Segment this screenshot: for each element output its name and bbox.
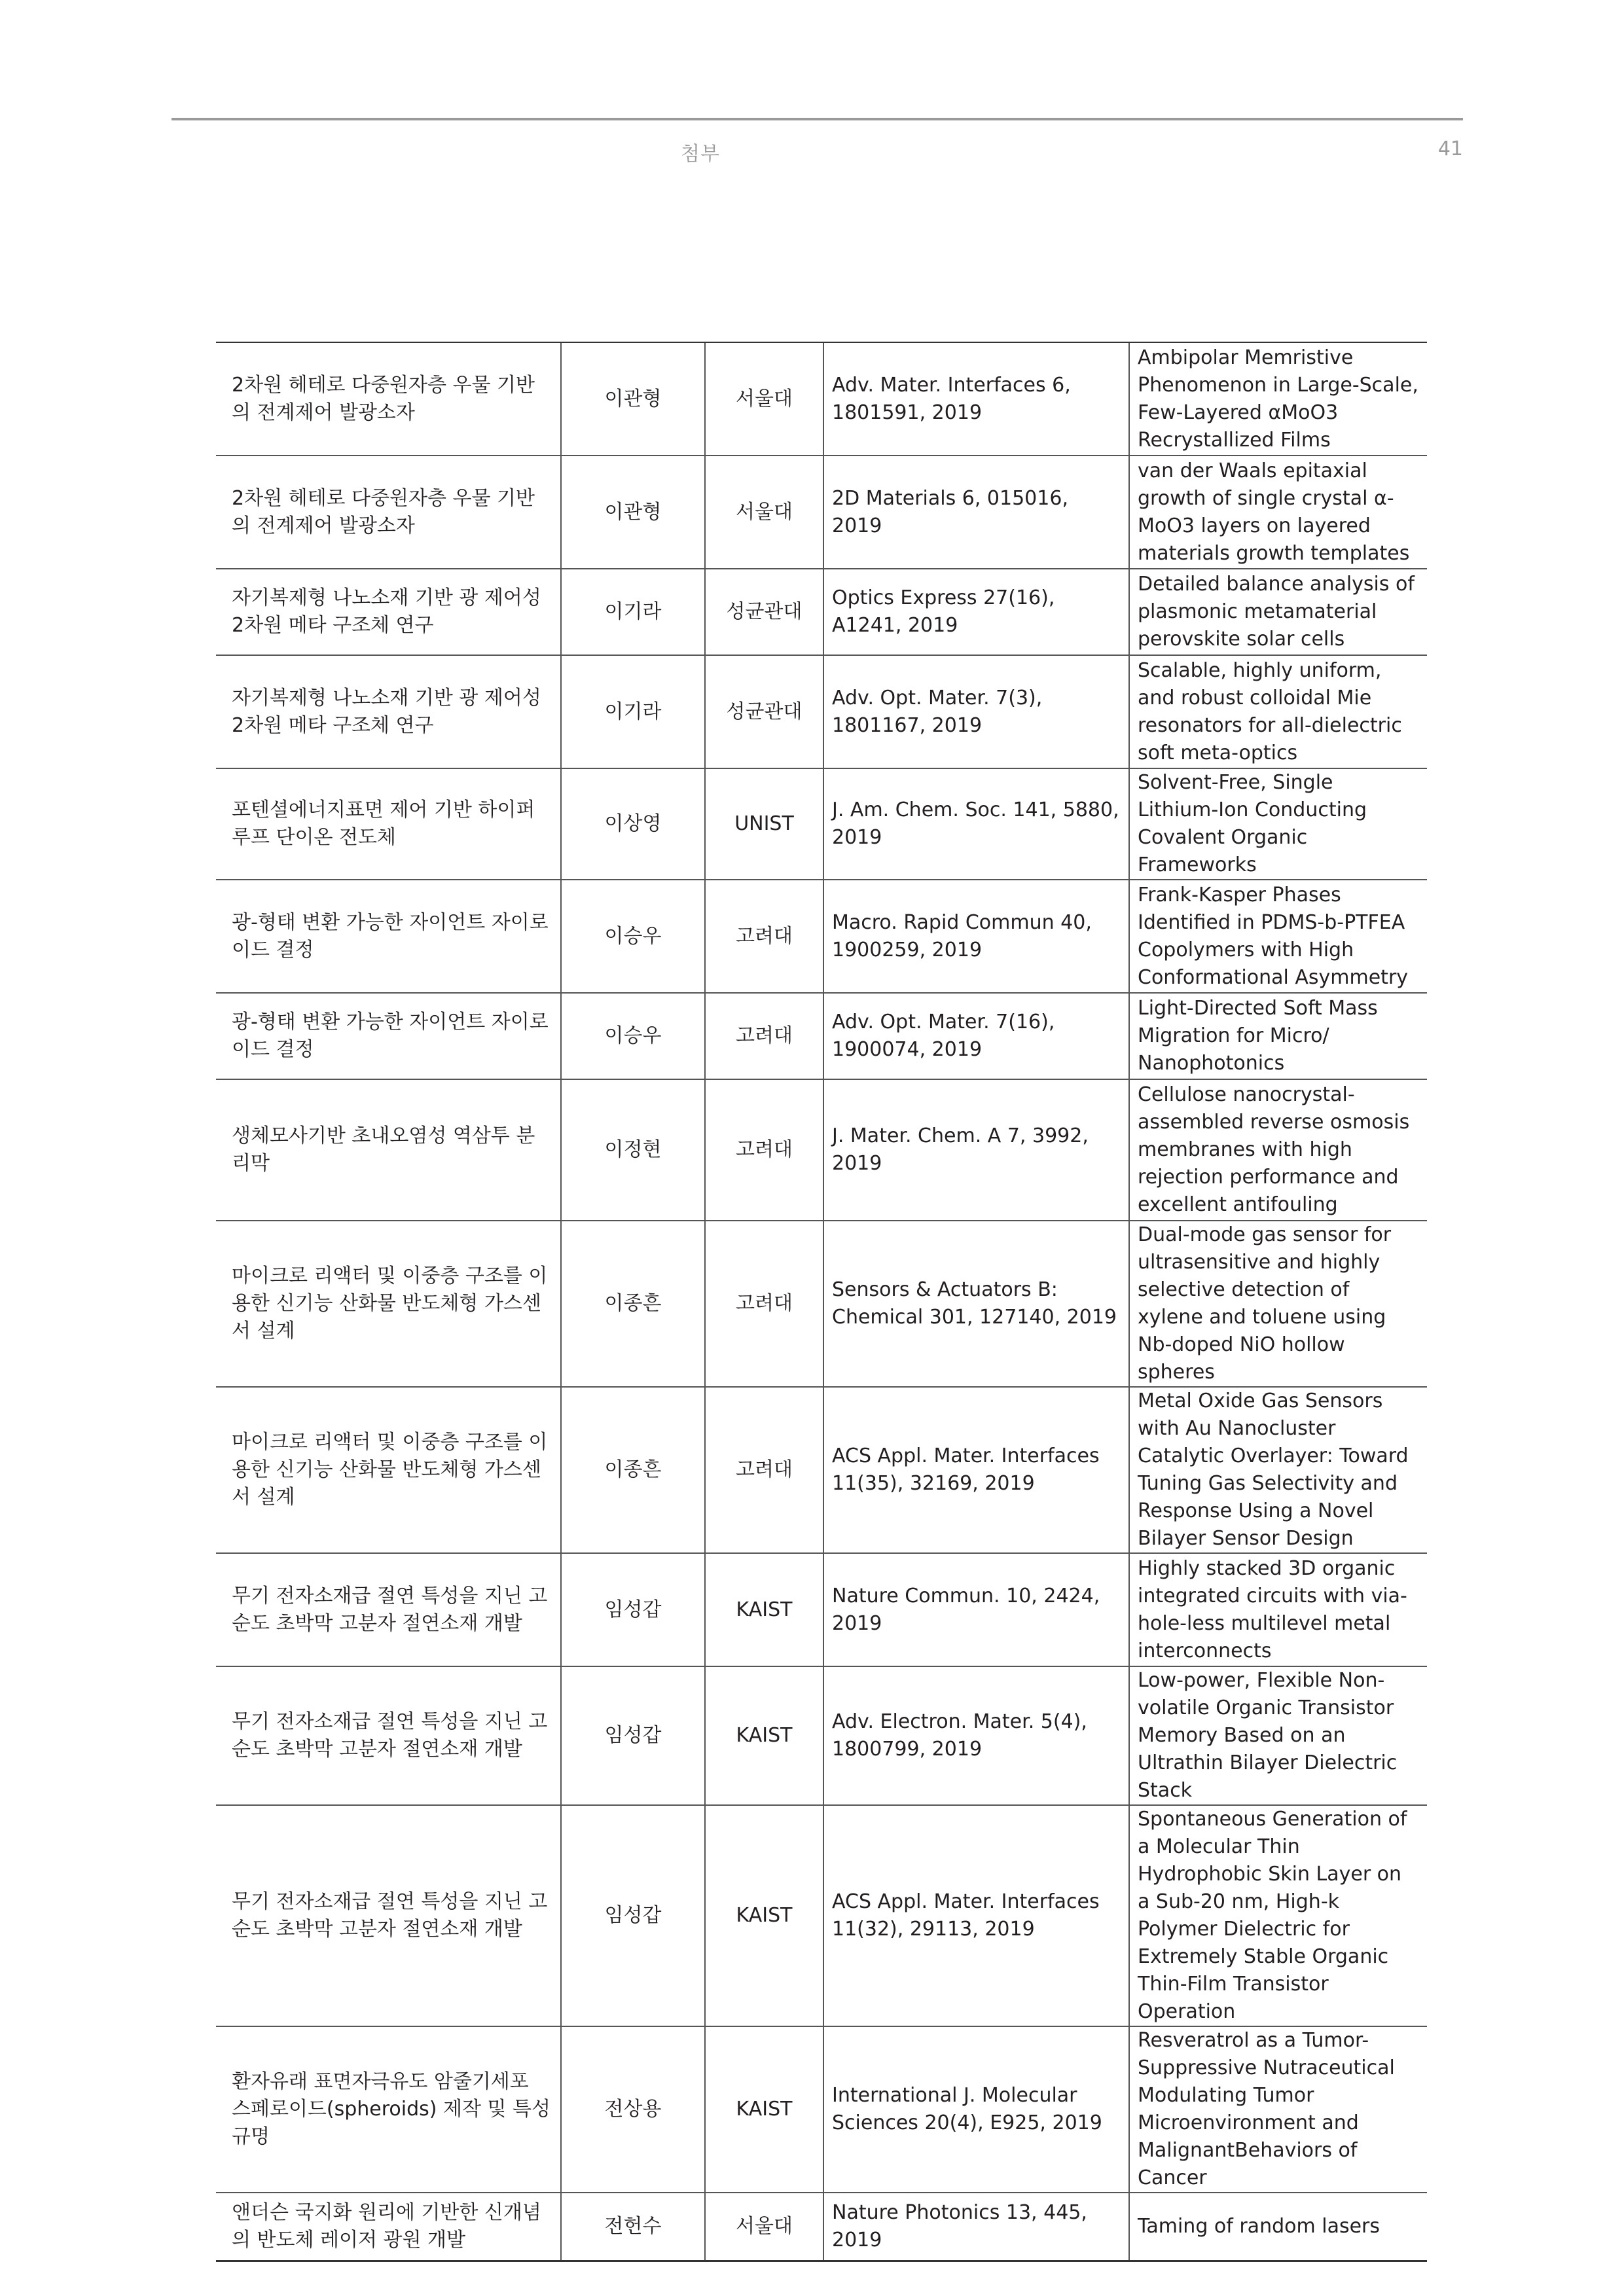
publication-cell: Sensors & Actuators B: Chemical 301, 127140, 2019 bbox=[823, 1221, 1129, 1387]
author-cell: 이종흔 bbox=[561, 1387, 705, 1553]
institution-cell: 서울대 bbox=[705, 342, 823, 456]
project-title-cell: 생체모사기반 초내오염성 역삼투 분리막 bbox=[216, 1079, 561, 1221]
table-row bbox=[216, 569, 1427, 655]
author-cell: 이승우 bbox=[561, 880, 705, 993]
paper-title-cell: Frank-Kasper Phases Identified in PDMS-b-PTFEA Copolymers with High Conformational Asymmetry bbox=[1129, 880, 1427, 993]
page-number: 41 bbox=[1437, 137, 1463, 160]
publication-cell: International J. Molecular Sciences 20(4), E925, 2019 bbox=[823, 2026, 1129, 2193]
paper-title-cell: Scalable, highly uniform, and robust colloidal Mie resonators for all-dielectric soft meta-optics bbox=[1129, 655, 1427, 768]
table-row bbox=[216, 1221, 1427, 1387]
paper-title-cell: Light-Directed Soft Mass Migration for Micro/ Nanophotonics bbox=[1129, 993, 1427, 1079]
publication-cell: J. Am. Chem. Soc. 141, 5880, 2019 bbox=[823, 768, 1129, 880]
project-title-cell: 2차원 헤테로 다중원자층 우물 기반의 전계제어 발광소자 bbox=[216, 456, 561, 569]
publication-cell: J. Mater. Chem. A 7, 3992, 2019 bbox=[823, 1079, 1129, 1221]
institution-cell: 성균관대 bbox=[705, 655, 823, 768]
project-title-cell: 환자유래 표면자극유도 암줄기세포 스페로이드(spheroids) 제작 및 특성 규명 bbox=[216, 2026, 561, 2193]
section-title: 첨부 bbox=[681, 143, 720, 166]
author-cell: 이관형 bbox=[561, 456, 705, 569]
publication-cell: ACS Appl. Mater. Interfaces 11(32), 29113, 2019 bbox=[823, 1805, 1129, 2026]
paper-title-cell: Low-power, Flexible Non-volatile Organic Transistor Memory Based on an Ultrathin Bilayer Dielectric Stack bbox=[1129, 1666, 1427, 1805]
institution-cell: KAIST bbox=[705, 1805, 823, 2026]
author-cell: 이기라 bbox=[561, 655, 705, 768]
author-cell: 이정현 bbox=[561, 1079, 705, 1221]
paper-title-cell: Highly stacked 3D organic integrated circuits with via-hole-less multilevel metal interconnects bbox=[1129, 1553, 1427, 1666]
project-title-cell: 무기 전자소재급 절연 특성을 지닌 고순도 초박막 고분자 절연소재 개발 bbox=[216, 1553, 561, 1666]
institution-cell: 성균관대 bbox=[705, 569, 823, 655]
institution-cell: KAIST bbox=[705, 1553, 823, 1666]
header-rule bbox=[171, 118, 1463, 120]
author-cell: 이승우 bbox=[561, 993, 705, 1079]
paper-title-cell: Resveratrol as a Tumor-Suppressive Nutraceutical Modulating Tumor Microenvironment and MalignantBehaviors of Cancer bbox=[1129, 2026, 1427, 2193]
project-title-cell: 광-형태 변환 가능한 자이언트 자이로이드 결정 bbox=[216, 993, 561, 1079]
publication-cell: Nature Photonics 13, 445, 2019 bbox=[823, 2193, 1129, 2261]
institution-cell: KAIST bbox=[705, 1666, 823, 1805]
project-title-cell: 무기 전자소재급 절연 특성을 지닌 고순도 초박막 고분자 절연소재 개발 bbox=[216, 1805, 561, 2026]
project-title-cell: 무기 전자소재급 절연 특성을 지닌 고순도 초박막 고분자 절연소재 개발 bbox=[216, 1666, 561, 1805]
paper-title-cell: Dual-mode gas sensor for ultrasensitive and highly selective detection of xylene and toluene using Nb-doped NiO hollow spheres bbox=[1129, 1221, 1427, 1387]
paper-title-cell: Ambipolar Memristive Phenomenon in Large-Scale, Few-Layered αMoO3 Recrystallized Films bbox=[1129, 342, 1427, 456]
author-cell: 임성갑 bbox=[561, 1666, 705, 1805]
table-row bbox=[216, 768, 1427, 880]
publication-cell: Optics Express 27(16), A1241, 2019 bbox=[823, 569, 1129, 655]
paper-title-cell: van der Waals epitaxial growth of single crystal α-MoO3 layers on layered materials growth templates bbox=[1129, 456, 1427, 569]
institution-cell: 고려대 bbox=[705, 993, 823, 1079]
publication-cell: ACS Appl. Mater. Interfaces 11(35), 32169, 2019 bbox=[823, 1387, 1129, 1553]
table-row bbox=[216, 1387, 1427, 1553]
author-cell: 이종흔 bbox=[561, 1221, 705, 1387]
table-row bbox=[216, 342, 1427, 456]
project-title-cell: 마이크로 리액터 및 이중층 구조를 이용한 신기능 산화물 반도체형 가스센서 설계 bbox=[216, 1387, 561, 1553]
institution-cell: 고려대 bbox=[705, 1221, 823, 1387]
author-cell: 임성갑 bbox=[561, 1805, 705, 2026]
author-cell: 임성갑 bbox=[561, 1553, 705, 1666]
paper-title-cell: Spontaneous Generation of a Molecular Thin Hydrophobic Skin Layer on a Sub-20 nm, High-k Polymer Dielectric for Extremely Stable Organic Thin-Film Transistor Operation bbox=[1129, 1805, 1427, 2026]
institution-cell: 고려대 bbox=[705, 1079, 823, 1221]
publication-cell: Adv. Mater. Interfaces 6, 1801591, 2019 bbox=[823, 342, 1129, 456]
table-row bbox=[216, 2026, 1427, 2193]
paper-title-cell: Detailed balance analysis of plasmonic metamaterial perovskite solar cells bbox=[1129, 569, 1427, 655]
publication-cell: Macro. Rapid Commun 40, 1900259, 2019 bbox=[823, 880, 1129, 993]
table-row bbox=[216, 1805, 1427, 2026]
paper-title-cell: Solvent-Free, Single Lithium-Ion Conducting Covalent Organic Frameworks bbox=[1129, 768, 1427, 880]
project-title-cell: 포텐셜에너지표면 제어 기반 하이퍼루프 단이온 전도체 bbox=[216, 768, 561, 880]
paper-title-cell: Taming of random lasers bbox=[1129, 2193, 1427, 2261]
publication-cell: Adv. Opt. Mater. 7(3), 1801167, 2019 bbox=[823, 655, 1129, 768]
project-title-cell: 자기복제형 나노소재 기반 광 제어성 2차원 메타 구조체 연구 bbox=[216, 655, 561, 768]
publication-cell: Adv. Opt. Mater. 7(16), 1900074, 2019 bbox=[823, 993, 1129, 1079]
table-row bbox=[216, 993, 1427, 1079]
author-cell: 이관형 bbox=[561, 342, 705, 456]
project-title-cell: 2차원 헤테로 다중원자층 우물 기반의 전계제어 발광소자 bbox=[216, 342, 561, 456]
author-cell: 이상영 bbox=[561, 768, 705, 880]
author-cell: 이기라 bbox=[561, 569, 705, 655]
table-row bbox=[216, 1666, 1427, 1805]
table-row bbox=[216, 1553, 1427, 1666]
institution-cell: 고려대 bbox=[705, 880, 823, 993]
project-title-cell: 광-형태 변환 가능한 자이언트 자이로이드 결정 bbox=[216, 880, 561, 993]
table-row bbox=[216, 655, 1427, 768]
publication-cell: Nature Commun. 10, 2424, 2019 bbox=[823, 1553, 1129, 1666]
publication-cell: Adv. Electron. Mater. 5(4), 1800799, 2019 bbox=[823, 1666, 1129, 1805]
publication-cell: 2D Materials 6, 015016, 2019 bbox=[823, 456, 1129, 569]
institution-cell: 서울대 bbox=[705, 456, 823, 569]
project-title-cell: 자기복제형 나노소재 기반 광 제어성 2차원 메타 구조체 연구 bbox=[216, 569, 561, 655]
table-row bbox=[216, 456, 1427, 569]
author-cell: 전상용 bbox=[561, 2026, 705, 2193]
project-title-cell: 마이크로 리액터 및 이중층 구조를 이용한 신기능 산화물 반도체형 가스센서 설계 bbox=[216, 1221, 561, 1387]
paper-title-cell: Cellulose nanocrystal-assembled reverse osmosis membranes with high rejection performance and excellent antifouling bbox=[1129, 1079, 1427, 1221]
author-cell: 전헌수 bbox=[561, 2193, 705, 2261]
paper-title-cell: Metal Oxide Gas Sensors with Au Nanocluster Catalytic Overlayer: Toward Tuning Gas Selectivity and Response Using a Novel Bilayer Sensor Design bbox=[1129, 1387, 1427, 1553]
institution-cell: KAIST bbox=[705, 2026, 823, 2193]
table-row bbox=[216, 1079, 1427, 1221]
institution-cell: UNIST bbox=[705, 768, 823, 880]
table-row bbox=[216, 880, 1427, 993]
institution-cell: 고려대 bbox=[705, 1387, 823, 1553]
project-title-cell: 앤더슨 국지화 원리에 기반한 신개념의 반도체 레이저 광원 개발 bbox=[216, 2193, 561, 2261]
publication-table bbox=[216, 342, 1427, 2262]
table-row bbox=[216, 2193, 1427, 2261]
institution-cell: 서울대 bbox=[705, 2193, 823, 2261]
